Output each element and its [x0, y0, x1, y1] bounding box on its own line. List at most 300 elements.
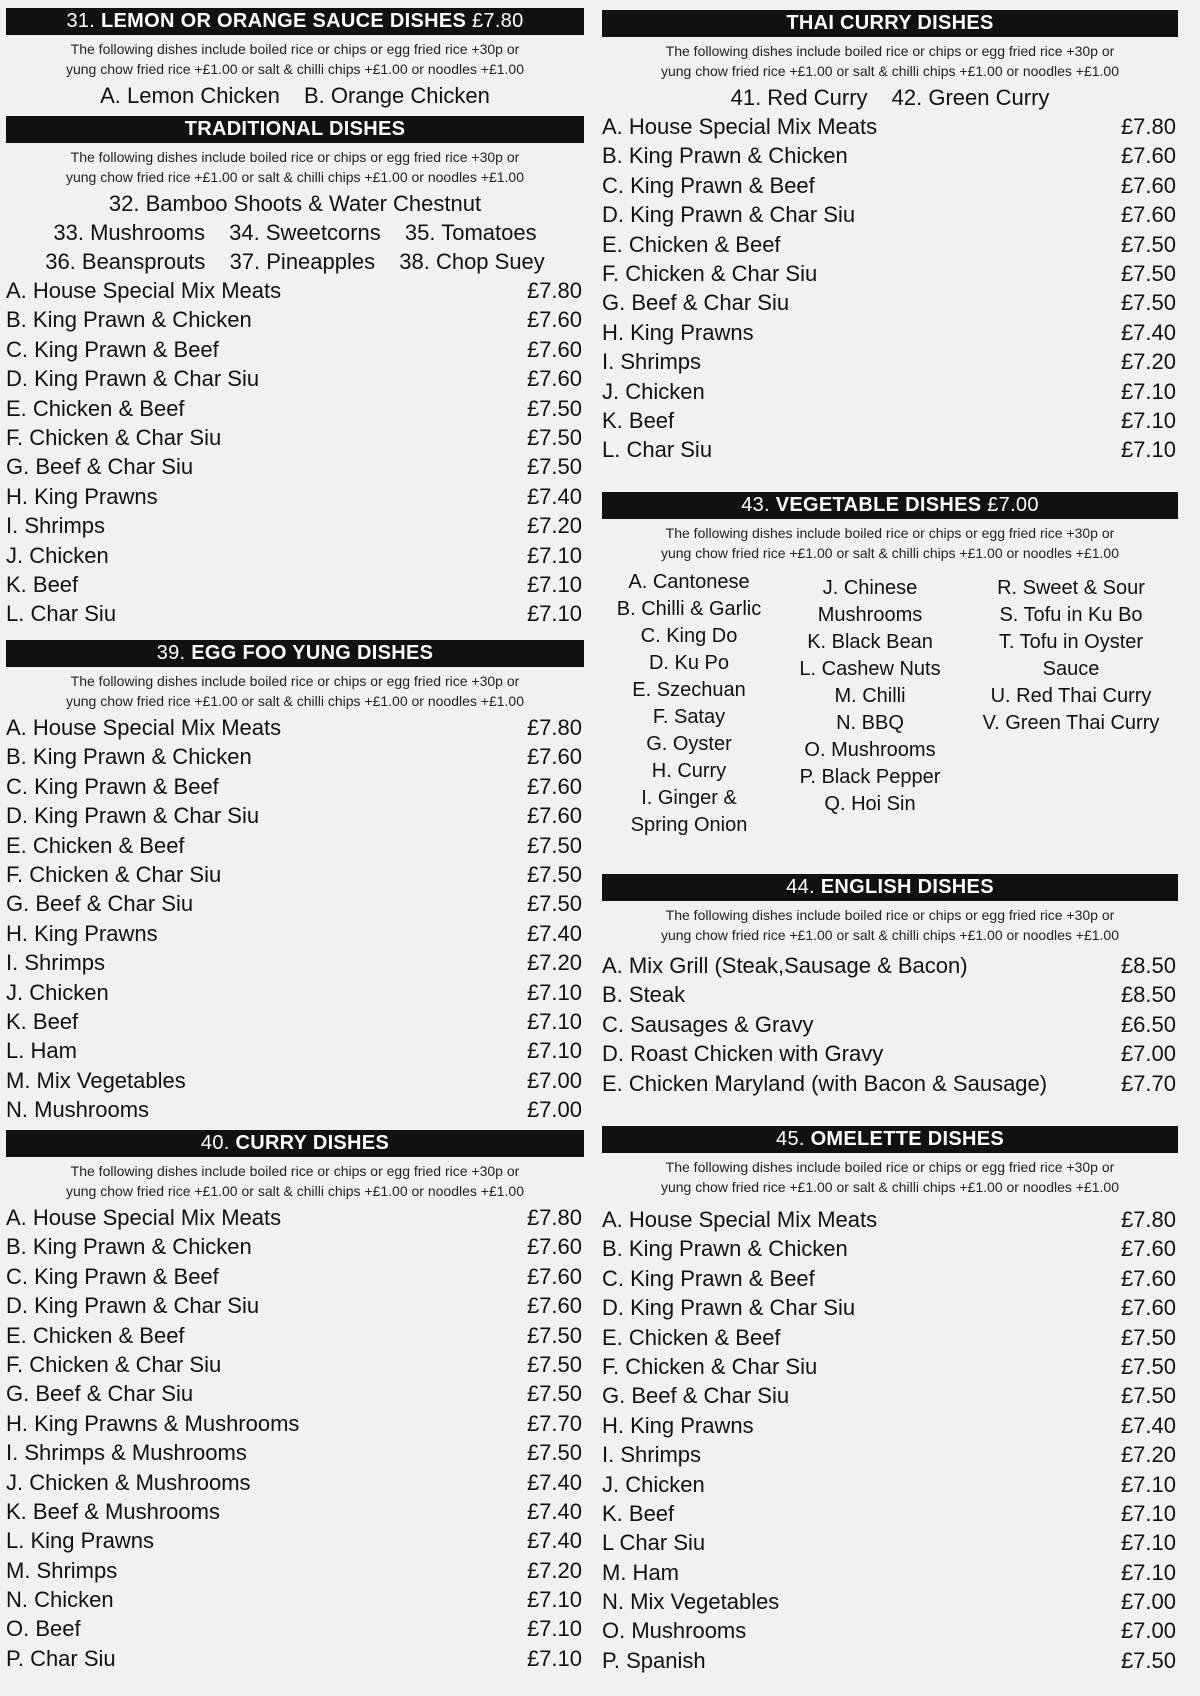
- menu-item-name: J. Chicken: [602, 378, 705, 404]
- section-lemon-orange: [6, 8, 584, 110]
- note-line-1: The following dishes include boiled rice or chips or egg fried rice +30p or: [70, 673, 520, 689]
- section-header: [602, 10, 1178, 37]
- menu-item-name: I. Shrimps: [602, 349, 702, 375]
- menu-item-price: £7.50: [1120, 1383, 1176, 1409]
- section-header: [602, 874, 1178, 901]
- menu-item: [602, 1411, 1178, 1440]
- menu-item: [602, 141, 1178, 170]
- options-line: [6, 189, 584, 218]
- section-number: 45.: [776, 1128, 805, 1150]
- menu-item-price: £7.80: [526, 1205, 582, 1230]
- menu-item-price: £7.00: [1120, 1041, 1176, 1067]
- vegetable-option: A. Cantonese: [628, 571, 750, 593]
- menu-item: [602, 980, 1178, 1009]
- menu-item-price: £7.60: [1120, 172, 1176, 198]
- menu-item-price: £7.50: [1120, 1353, 1176, 1379]
- menu-item-name: F. Chicken & Char Siu: [602, 260, 818, 286]
- vegetable-option: I. Ginger &: [641, 787, 737, 809]
- menu-item: [6, 1379, 584, 1408]
- menu-item: [602, 1069, 1178, 1098]
- menu-item-name: A. House Special Mix Meats: [6, 715, 282, 740]
- vegetable-option: R. Sweet & Sour: [997, 577, 1145, 599]
- menu-item-price: £7.10: [1120, 1500, 1176, 1526]
- vegetable-option: U. Red Thai Curry: [990, 685, 1152, 707]
- menu-item-price: £7.60: [1120, 143, 1176, 169]
- menu-item-price: £7.10: [526, 1645, 582, 1671]
- menu-item-price: £7.10: [526, 1008, 582, 1034]
- menu-item: [6, 1262, 584, 1291]
- menu-item: [602, 1039, 1178, 1068]
- menu-item-name: G. Beef & Char Siu: [602, 1383, 790, 1409]
- section-english: [602, 874, 1178, 1098]
- menu-item: [602, 1558, 1178, 1587]
- section-title: THAI CURRY DISHES: [786, 12, 994, 34]
- menu-item-name: A. House Special Mix Meats: [6, 278, 282, 303]
- section-header: [602, 1126, 1178, 1153]
- menu-item: [6, 1007, 584, 1036]
- note-line-2: yung chow fried rice +£1.00 or salt & chilli chips +£1.00 or noodles +£1.00: [660, 1179, 1119, 1195]
- menu-item-name: H. King Prawns: [6, 920, 158, 946]
- menu-item-price: £7.50: [1120, 1647, 1176, 1673]
- menu-item: [6, 276, 584, 305]
- section-egg-foo-yung: [6, 640, 584, 1124]
- menu-item-price: £8.50: [1120, 982, 1176, 1008]
- section-title: EGG FOO YUNG DISHES: [191, 642, 434, 664]
- menu-item-price: £7.50: [526, 861, 582, 887]
- section-number: 31.: [66, 10, 96, 32]
- menu-item-name: N. Mix Vegetables: [602, 1589, 780, 1615]
- menu-item-price: £7.60: [1120, 202, 1176, 228]
- menu-item-name: K. Beef: [6, 1008, 79, 1034]
- menu-item: [6, 1614, 584, 1643]
- menu-item: [6, 1095, 584, 1124]
- menu-item-name: H. King Prawns: [602, 1412, 754, 1438]
- menu-item: [602, 1528, 1178, 1557]
- menu-item: [6, 948, 584, 977]
- note-line-1: The following dishes include boiled rice or chips or egg fried rice +30p or: [70, 41, 520, 57]
- vegetable-option: M. Chilli: [834, 685, 906, 707]
- menu-item-name: C. King Prawn & Beef: [6, 773, 219, 799]
- item-list: [602, 947, 1178, 1098]
- section-title: ENGLISH DISHES: [820, 876, 994, 898]
- menu-item-name: G. Beef & Char Siu: [6, 454, 194, 480]
- vegetable-option: T. Tofu in Oyster: [998, 631, 1144, 653]
- menu-item-price: £7.10: [1120, 1559, 1176, 1585]
- menu-item-price: £7.20: [1120, 349, 1176, 375]
- menu-item-price: £7.50: [1120, 1324, 1176, 1350]
- menu-item-price: £7.70: [526, 1410, 582, 1436]
- menu-item-name: L. King Prawns: [6, 1528, 154, 1554]
- menu-item: [6, 1585, 584, 1614]
- menu-item: [6, 713, 584, 742]
- section-title: LEMON OR ORANGE SAUCE DISHES: [101, 10, 467, 32]
- menu-item: [6, 978, 584, 1007]
- menu-item-price: £7.40: [526, 1528, 582, 1554]
- option-item: 35. Tomatoes: [404, 220, 537, 245]
- menu-item-name: F. Chicken & Char Siu: [6, 424, 222, 450]
- menu-item: [6, 1036, 584, 1065]
- menu-item-name: E. Chicken & Beef: [602, 231, 781, 257]
- menu-item: [602, 259, 1178, 288]
- section-curry: [6, 1130, 584, 1673]
- menu-item-name: F. Chicken & Char Siu: [602, 1353, 818, 1379]
- menu-item-name: O. Mushrooms: [602, 1618, 747, 1644]
- menu-item: [602, 1264, 1178, 1293]
- menu-item-price: £7.00: [526, 1097, 582, 1123]
- options-line: [6, 247, 584, 276]
- section-title: CURRY DISHES: [235, 1132, 390, 1154]
- menu-item: [6, 801, 584, 830]
- section-note: [602, 905, 1178, 945]
- section-thai-curry: [602, 10, 1178, 465]
- section-header: [6, 1130, 584, 1157]
- menu-item: [602, 1646, 1178, 1675]
- menu-item-price: £7.60: [526, 1293, 582, 1319]
- menu-item-name: K. Beef: [6, 571, 79, 597]
- section-title: TRADITIONAL DISHES: [184, 118, 406, 140]
- menu-item-price: £7.10: [1120, 378, 1176, 404]
- menu-item-price: £7.10: [526, 571, 582, 597]
- section-note: [6, 147, 584, 187]
- vegetable-option: G. Oyster: [646, 733, 732, 755]
- menu-item: [6, 1291, 584, 1320]
- note-line-2: yung chow fried rice +£1.00 or salt & chilli chips +£1.00 or noodles +£1.00: [65, 693, 524, 709]
- menu-item-price: £7.50: [526, 1440, 582, 1466]
- menu-item-name: D. Roast Chicken with Gravy: [602, 1041, 884, 1067]
- vegetable-option: H. Curry: [651, 760, 727, 782]
- menu-item-name: H. King Prawns & Mushrooms: [6, 1410, 300, 1436]
- menu-item-price: £7.00: [526, 1067, 582, 1093]
- vegetable-option: L. Cashew Nuts: [799, 658, 941, 680]
- menu-item: [602, 406, 1178, 435]
- menu-item: [602, 112, 1178, 141]
- menu-item-price: £7.50: [526, 395, 582, 421]
- menu-item-price: £7.50: [526, 454, 582, 480]
- menu-item-price: £7.10: [526, 1616, 582, 1642]
- note-line-1: The following dishes include boiled rice or chips or egg fried rice +30p or: [665, 43, 1115, 59]
- menu-item-name: B. King Prawn & Chicken: [602, 1236, 848, 1262]
- menu-item-price: £7.50: [526, 1351, 582, 1377]
- menu-item-price: £7.80: [526, 278, 582, 303]
- option-item: 41. Red Curry: [730, 85, 868, 110]
- menu-item-name: B. King Prawn & Chicken: [6, 1234, 252, 1260]
- note-line-2: yung chow fried rice +£1.00 or salt & chilli chips +£1.00 or noodles +£1.00: [65, 61, 524, 77]
- menu-item: [6, 570, 584, 599]
- menu-item-price: £7.60: [526, 307, 582, 333]
- option-item: A. Lemon Chicken: [100, 83, 280, 108]
- menu-item-name: L. Ham: [6, 1038, 77, 1064]
- section-number: 44.: [786, 876, 815, 898]
- menu-item: [6, 1497, 584, 1526]
- section-omelette: [602, 1126, 1178, 1675]
- menu-item-price: £7.50: [526, 832, 582, 858]
- menu-item-price: £7.40: [526, 1469, 582, 1495]
- menu-item-name: L. Char Siu: [602, 437, 713, 463]
- menu-item: [6, 599, 584, 628]
- menu-item: [6, 364, 584, 393]
- menu-item-name: D. King Prawn & Char Siu: [602, 202, 856, 228]
- menu-item-name: M. Ham: [602, 1559, 679, 1585]
- menu-item-price: £7.20: [526, 950, 582, 976]
- menu-item-name: G. Beef & Char Siu: [6, 1381, 194, 1407]
- vegetable-option: S. Tofu in Ku Bo: [999, 604, 1143, 626]
- menu-item: [6, 452, 584, 481]
- section-note: [602, 41, 1178, 81]
- option-item: 34. Sweetcorns: [229, 220, 381, 245]
- menu-item-price: £7.10: [526, 542, 582, 568]
- menu-item: [6, 423, 584, 452]
- note-line-2: yung chow fried rice +£1.00 or salt & chilli chips +£1.00 or noodles +£1.00: [65, 1183, 524, 1199]
- menu-item-price: £7.50: [1120, 260, 1176, 286]
- menu-item-name: E. Chicken & Beef: [602, 1324, 781, 1350]
- menu-item-price: £7.50: [1120, 290, 1176, 316]
- menu-item-price: £7.10: [526, 1038, 582, 1064]
- menu-item-price: £6.50: [1120, 1011, 1176, 1037]
- menu-item-price: £7.60: [526, 1263, 582, 1289]
- menu-item-price: £7.60: [526, 336, 582, 362]
- menu-item: [6, 335, 584, 364]
- menu-item-price: £7.60: [1120, 1236, 1176, 1262]
- menu-item-name: D. King Prawn & Char Siu: [6, 1293, 260, 1319]
- menu-item: [602, 1293, 1178, 1322]
- options-line: [6, 218, 584, 247]
- note-line-1: The following dishes include boiled rice or chips or egg fried rice +30p or: [70, 1163, 520, 1179]
- vegetable-option: F. Satay: [652, 706, 726, 728]
- section-price: £7.00: [987, 494, 1039, 516]
- option-item: B. Orange Chicken: [304, 83, 490, 108]
- vegetable-column: [966, 569, 1176, 839]
- menu-item-price: £7.40: [526, 1498, 582, 1524]
- menu-item-name: J. Chicken: [6, 979, 109, 1005]
- menu-item-price: £7.60: [526, 803, 582, 829]
- options-line: [6, 81, 584, 110]
- section-note: [6, 1161, 584, 1201]
- menu-item-name: G. Beef & Char Siu: [602, 290, 790, 316]
- menu-item-name: D. King Prawn & Char Siu: [6, 803, 260, 829]
- menu-item-price: £7.50: [526, 1381, 582, 1407]
- menu-item-name: I. Shrimps: [6, 950, 106, 976]
- menu-item-price: £7.00: [1120, 1589, 1176, 1615]
- menu-item-name: E. Chicken & Beef: [6, 1322, 185, 1348]
- vegetable-option: E. Szechuan: [632, 679, 746, 701]
- menu-item-name: K. Beef: [602, 1500, 675, 1526]
- menu-item-name: O. Beef: [6, 1616, 81, 1642]
- option-item: 36. Beansprouts: [45, 249, 206, 274]
- section-traditional: [6, 116, 584, 629]
- menu-item: [602, 1616, 1178, 1645]
- menu-item-price: £7.10: [1120, 437, 1176, 463]
- menu-item-price: £7.50: [526, 424, 582, 450]
- menu-item-price: £7.10: [1120, 1530, 1176, 1556]
- menu-item-name: L Char Siu: [602, 1530, 706, 1556]
- menu-item: [6, 831, 584, 860]
- menu-item-price: £7.00: [1120, 1618, 1176, 1644]
- menu-item-price: £7.50: [1120, 231, 1176, 257]
- menu-item-name: C. King Prawn & Beef: [6, 1263, 219, 1289]
- option-item: 42. Green Curry: [891, 85, 1050, 110]
- menu-item-name: J. Chicken & Mushrooms: [6, 1469, 251, 1495]
- menu-item-name: H. King Prawns: [6, 483, 158, 509]
- menu-item-name: G. Beef & Char Siu: [6, 891, 194, 917]
- menu-item-name: F. Chicken & Char Siu: [6, 861, 222, 887]
- menu-item: [602, 1234, 1178, 1263]
- menu-item: [6, 305, 584, 334]
- item-list: [602, 112, 1178, 465]
- menu-item: [602, 951, 1178, 980]
- note-line-2: yung chow fried rice +£1.00 or salt & chilli chips +£1.00 or noodles +£1.00: [660, 545, 1119, 561]
- menu-item-name: P. Char Siu: [6, 1645, 116, 1671]
- menu-item: [6, 919, 584, 948]
- menu-item: [6, 1409, 584, 1438]
- vegetable-option: O. Mushrooms: [804, 739, 936, 761]
- menu-item: [6, 772, 584, 801]
- menu-item-name: A. House Special Mix Meats: [602, 114, 878, 139]
- menu-item-name: A. Mix Grill (Steak,Sausage & Bacon): [602, 953, 968, 978]
- menu-item: [6, 1556, 584, 1585]
- menu-item-name: C. King Prawn & Beef: [6, 336, 219, 362]
- menu-item: [6, 1468, 584, 1497]
- menu-item-name: J. Chicken: [602, 1471, 705, 1497]
- menu-item: [6, 860, 584, 889]
- menu-item-name: D. King Prawn & Char Siu: [6, 366, 260, 392]
- menu-item-price: £7.60: [1120, 1295, 1176, 1321]
- menu-item: [6, 1321, 584, 1350]
- menu-item-price: £7.60: [526, 773, 582, 799]
- note-line-1: The following dishes include boiled rice or chips or egg fried rice +30p or: [665, 1159, 1115, 1175]
- vegetable-option: Mushrooms: [817, 604, 923, 626]
- menu-item: [6, 1526, 584, 1555]
- menu-item: [6, 1644, 584, 1673]
- menu-item-name: E. Chicken & Beef: [6, 832, 185, 858]
- option-item: 37. Pineapples: [229, 249, 376, 274]
- menu-item-name: M. Shrimps: [6, 1557, 118, 1583]
- menu-item-price: £7.80: [526, 715, 582, 740]
- vegetable-option: K. Black Bean: [807, 631, 933, 653]
- menu-item-name: N. Mushrooms: [6, 1097, 150, 1123]
- menu-item-name: D. King Prawn & Char Siu: [602, 1295, 856, 1321]
- menu-item-name: A. House Special Mix Meats: [602, 1207, 878, 1232]
- menu-item-price: £7.10: [1120, 407, 1176, 433]
- menu-item-name: C. King Prawn & Beef: [602, 172, 815, 198]
- menu-item: [602, 1587, 1178, 1616]
- section-header: [6, 640, 584, 667]
- menu-item-price: £7.80: [1120, 1207, 1176, 1232]
- section-title: VEGETABLE DISHES: [775, 494, 982, 516]
- note-line-2: yung chow fried rice +£1.00 or salt & chilli chips +£1.00 or noodles +£1.00: [660, 63, 1119, 79]
- option-item: 38. Chop Suey: [399, 249, 545, 274]
- menu-item-price: £7.60: [526, 744, 582, 770]
- menu-item-price: £8.50: [1120, 953, 1176, 978]
- menu-item-name: B. King Prawn & Chicken: [6, 744, 252, 770]
- menu-item: [602, 200, 1178, 229]
- menu-item: [602, 1352, 1178, 1381]
- menu-item-name: H. King Prawns: [602, 319, 754, 345]
- menu-item-price: £7.60: [1120, 1265, 1176, 1291]
- menu-item-name: C. Sausages & Gravy: [602, 1011, 814, 1037]
- menu-item: [6, 1350, 584, 1379]
- menu-item: [602, 1323, 1178, 1352]
- item-list: [6, 713, 584, 1124]
- vegetable-option: J. Chinese: [822, 577, 918, 599]
- vegetable-option: V. Green Thai Curry: [982, 712, 1160, 734]
- menu-item-price: £7.10: [526, 601, 582, 627]
- note-line-2: yung chow fried rice +£1.00 or salt & chilli chips +£1.00 or noodles +£1.00: [65, 169, 524, 185]
- vegetable-option: P. Black Pepper: [799, 766, 941, 788]
- menu-item-price: £7.80: [1120, 114, 1176, 139]
- section-note: [602, 523, 1178, 563]
- menu-item-name: K. Beef & Mushrooms: [6, 1498, 220, 1524]
- vegetable-option: D. Ku Po: [648, 652, 730, 674]
- item-list: [6, 1203, 584, 1673]
- option-item: 32. Bamboo Shoots & Water Chestnut: [108, 191, 482, 216]
- menu-item-price: £7.20: [526, 1557, 582, 1583]
- menu-item-name: F. Chicken & Char Siu: [6, 1351, 222, 1377]
- menu-item: [602, 288, 1178, 317]
- menu-item-name: N. Chicken: [6, 1587, 114, 1613]
- section-note: [6, 671, 584, 711]
- section-number: 40.: [200, 1132, 230, 1154]
- menu-item-price: £7.20: [1120, 1442, 1176, 1468]
- note-line-2: yung chow fried rice +£1.00 or salt & chilli chips +£1.00 or noodles +£1.00: [660, 927, 1119, 943]
- menu-item-name: E. Chicken & Beef: [6, 395, 185, 421]
- menu-item: [602, 1010, 1178, 1039]
- menu-item-price: £7.20: [526, 513, 582, 539]
- note-line-1: The following dishes include boiled rice or chips or egg fried rice +30p or: [665, 525, 1115, 541]
- menu-item-price: £7.40: [526, 920, 582, 946]
- menu-item: [6, 1066, 584, 1095]
- menu-item: [602, 1440, 1178, 1469]
- menu-item-price: £7.60: [526, 366, 582, 392]
- section-price: £7.80: [471, 10, 524, 32]
- menu-item: [602, 435, 1178, 464]
- menu-item-name: B. King Prawn & Chicken: [6, 307, 252, 333]
- menu-item-price: £7.50: [526, 891, 582, 917]
- item-list: [602, 1199, 1178, 1675]
- menu-item-name: J. Chicken: [6, 542, 109, 568]
- menu-item-price: £7.40: [526, 483, 582, 509]
- menu-item: [602, 1381, 1178, 1410]
- menu-item: [6, 1232, 584, 1261]
- menu-item: [6, 482, 584, 511]
- vegetable-option: C. King Do: [640, 625, 738, 647]
- vegetable-column: [604, 569, 774, 839]
- note-line-1: The following dishes include boiled rice or chips or egg fried rice +30p or: [70, 149, 520, 165]
- menu-item: [602, 230, 1178, 259]
- menu-item-name: C. King Prawn & Beef: [602, 1265, 815, 1291]
- vegetable-column: [780, 569, 960, 839]
- section-number: 39.: [156, 642, 186, 664]
- menu-item-price: £7.70: [1120, 1070, 1176, 1096]
- note-line-1: The following dishes include boiled rice or chips or egg fried rice +30p or: [665, 907, 1115, 923]
- menu-item-price: £7.40: [1120, 319, 1176, 345]
- menu-item-price: £7.40: [1120, 1412, 1176, 1438]
- menu-item-price: £7.10: [1120, 1471, 1176, 1497]
- menu-item: [602, 377, 1178, 406]
- menu-item-name: I. Shrimps: [602, 1442, 702, 1468]
- menu-item: [602, 171, 1178, 200]
- menu-item: [602, 1205, 1178, 1234]
- menu-item: [6, 394, 584, 423]
- menu-item: [602, 1499, 1178, 1528]
- vegetable-option: Sauce: [1042, 658, 1100, 680]
- menu-item: [6, 889, 584, 918]
- section-title: OMELETTE DISHES: [810, 1128, 1004, 1150]
- menu-item: [602, 1470, 1178, 1499]
- menu-item-name: B. Steak: [602, 982, 686, 1008]
- vegetable-option: N. BBQ: [836, 712, 904, 734]
- menu-item-name: B. King Prawn & Chicken: [602, 143, 848, 169]
- section-note: [602, 1157, 1178, 1197]
